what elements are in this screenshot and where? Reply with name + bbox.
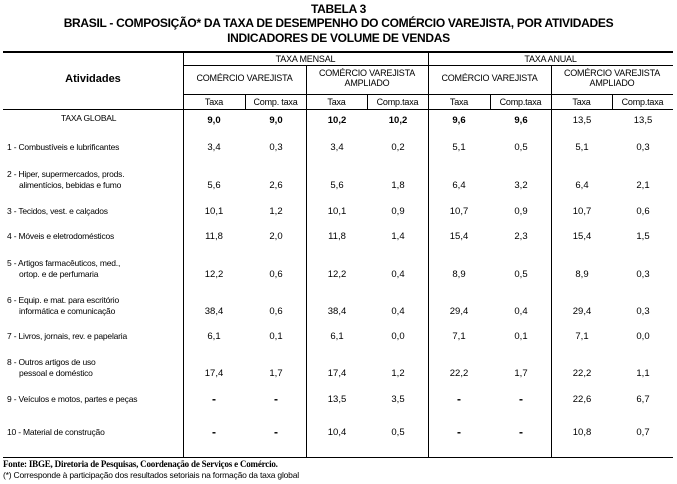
table-cell: 38,4 xyxy=(204,306,224,317)
table-cell: - xyxy=(519,392,523,406)
table-cell: 2,3 xyxy=(514,231,528,242)
table-cell: 3,4 xyxy=(207,142,221,153)
table-cell: 0,6 xyxy=(636,206,650,217)
table-cell: 1,2 xyxy=(269,206,283,217)
table-cell: 22,2 xyxy=(572,368,592,379)
monthly-rate-header: TAXA MENSAL xyxy=(275,54,336,64)
table-cell: 6,7 xyxy=(636,394,650,405)
footnote: (*) Corresponde à participação dos resultados setoriais na formação da taxa global xyxy=(3,470,299,480)
subheader-comp-rate: Comp. taxa xyxy=(253,97,298,107)
table-cell: 0,3 xyxy=(636,142,650,153)
table-cell: 0,7 xyxy=(636,427,650,438)
table-cell: 1,7 xyxy=(514,368,528,379)
table-cell: 0,1 xyxy=(269,331,283,342)
table-cell: 10,1 xyxy=(204,206,224,217)
table-cell: 0,6 xyxy=(269,306,283,317)
table-cell: 15,4 xyxy=(449,231,469,242)
subheader-rate: Taxa xyxy=(204,97,224,107)
table-cell: 17,4 xyxy=(204,368,224,379)
table-cell: 0,3 xyxy=(636,269,650,280)
table-cell: 29,4 xyxy=(572,306,592,317)
table-cell: - xyxy=(212,392,216,406)
table-cell: 38,4 xyxy=(327,306,347,317)
header-bottom-border xyxy=(3,109,673,110)
extended-retail-line1: COMÉRCIO VAREJISTA xyxy=(318,68,416,78)
table-cell: 1,5 xyxy=(636,231,650,242)
table-cell: 0,5 xyxy=(514,269,528,280)
table-cell: 8,9 xyxy=(575,269,589,280)
table-cell: - xyxy=(457,392,461,406)
row-label-continuation: alimentícios, bebidas e fumo xyxy=(19,180,122,190)
row-label: 4 - Móveis e eletrodomésticos xyxy=(7,231,115,241)
table-cell: 0,9 xyxy=(391,206,405,217)
table-cell: 7,1 xyxy=(575,331,589,342)
table-cell: 2,1 xyxy=(636,180,650,191)
annual-rate-header: TAXA ANUAL xyxy=(524,54,577,64)
table-cell: 10,7 xyxy=(572,206,592,217)
table-cell: 10,7 xyxy=(449,206,469,217)
table-bottom-border xyxy=(3,457,673,458)
table-cell: - xyxy=(274,425,278,439)
row-label: TAXA GLOBAL xyxy=(61,113,117,123)
table-cell: - xyxy=(274,392,278,406)
table-cell: 15,4 xyxy=(572,231,592,242)
table-cell: 8,9 xyxy=(452,269,466,280)
extended-retail-line2: AMPLIADO xyxy=(589,78,635,88)
table-cell: 9,0 xyxy=(269,115,283,126)
table-cell: 3,5 xyxy=(391,394,405,405)
table-number: TABELA 3 xyxy=(311,2,366,16)
table-cell: 9,6 xyxy=(514,115,528,126)
subheader-comp-rate: Comp.taxa xyxy=(621,97,664,107)
table-cell: 13,5 xyxy=(633,115,653,126)
table-cell: 2,0 xyxy=(269,231,283,242)
subheader-rate: Taxa xyxy=(327,97,346,107)
table-cell: 11,8 xyxy=(328,231,346,242)
table-cell: 1,7 xyxy=(269,368,283,379)
table-cell: 0,0 xyxy=(391,331,405,342)
row-label: 8 - Outros artigos de uso xyxy=(7,357,96,367)
table-cell: - xyxy=(519,425,523,439)
table-cell: 22,2 xyxy=(449,368,469,379)
table-cell: 0,3 xyxy=(636,306,650,317)
row-label: 10 - Material de construção xyxy=(7,427,105,437)
table-cell: 0,1 xyxy=(514,331,528,342)
row-label: 5 - Artigos farmacêuticos, med., xyxy=(7,258,121,268)
table-cell: 13,5 xyxy=(327,394,347,405)
data-table xyxy=(3,51,673,459)
table-cell: 13,5 xyxy=(572,115,592,126)
table-top-border xyxy=(3,51,673,53)
table-cell: 10,2 xyxy=(388,115,408,126)
table-cell: 0,4 xyxy=(514,306,528,317)
subheader-comp-rate: Comp.taxa xyxy=(499,97,542,107)
table-cell: - xyxy=(212,425,216,439)
table-cell: 6,1 xyxy=(207,331,221,342)
retail-header-monthly: COMÉRCIO VAREJISTA xyxy=(196,73,293,83)
subheader-rate: Taxa xyxy=(572,97,591,107)
extended-retail-line1: COMÉRCIO VAREJISTA xyxy=(563,68,661,78)
table-cell: 1,2 xyxy=(391,368,405,379)
row-label: 7 - Livros, jornais, rev. e papelaria xyxy=(7,331,128,341)
table-cell: 7,1 xyxy=(452,331,466,342)
extended-retail-header-annual xyxy=(551,68,673,88)
table-cell: 6,1 xyxy=(330,331,344,342)
row-label: 2 - Hiper, supermercados, prods. xyxy=(7,169,125,179)
table-cell: 12,2 xyxy=(327,269,347,280)
table-cell: 12,2 xyxy=(204,269,224,280)
table-title: BRASIL - COMPOSIÇÃO* DA TAXA DE DESEMPENHO DO COMÉRCIO VAREJISTA, POR ATIVIDADES xyxy=(63,16,614,30)
row-label-continuation: informática e comunicação xyxy=(19,306,116,316)
table-cell: 10,2 xyxy=(327,115,347,126)
table-cell: 3,2 xyxy=(514,180,528,191)
row-label: 3 - Tecidos, vest. e calçados xyxy=(7,206,108,216)
subheader-comp-rate: Comp.taxa xyxy=(376,97,419,107)
table-cell: 10,1 xyxy=(327,206,347,217)
retail-header-annual: COMÉRCIO VAREJISTA xyxy=(441,73,538,83)
table-subtitle: INDICADORES DE VOLUME DE VENDAS xyxy=(227,31,450,45)
table-cell: 0,5 xyxy=(514,142,528,153)
table-cell: 3,4 xyxy=(330,142,344,153)
table-cell: 17,4 xyxy=(327,368,347,379)
extended-retail-line2: AMPLIADO xyxy=(344,78,390,88)
row-label-continuation: pessoal e doméstico xyxy=(19,368,93,378)
table-cell: 0,4 xyxy=(391,306,405,317)
table-cell: 1,1 xyxy=(636,368,650,379)
row-label: 1 - Combustíveis e lubrificantes xyxy=(7,142,120,152)
table-cell: 0,4 xyxy=(391,269,405,280)
table-cell: 9,6 xyxy=(452,115,466,126)
table-cell: 0,0 xyxy=(636,331,650,342)
table-cell: 6,4 xyxy=(452,180,466,191)
table-cell: 11,8 xyxy=(205,231,223,242)
row-label: 9 - Veículos e motos, partes e peças xyxy=(7,394,138,404)
table-cell: 10,4 xyxy=(327,427,347,438)
table-cell: 5,1 xyxy=(575,142,589,153)
activities-column-header: Atividades xyxy=(65,73,121,85)
row-label-continuation: ortop. e de perfumaria xyxy=(19,269,99,279)
table-cell: 9,0 xyxy=(207,115,221,126)
table-cell: 0,3 xyxy=(269,142,283,153)
table-cell: 0,6 xyxy=(269,269,283,280)
table-cell: 1,4 xyxy=(391,231,405,242)
source-note: Fonte: IBGE, Diretoria de Pesquisas, Coordenação de Serviços e Comércio. xyxy=(3,459,278,469)
table-cell: 22,6 xyxy=(572,394,592,405)
table-cell: 5,6 xyxy=(330,180,344,191)
table-cell: 2,6 xyxy=(269,180,283,191)
subheader-rate: Taxa xyxy=(449,97,469,107)
table-cell: 1,8 xyxy=(391,180,405,191)
table-cell: - xyxy=(457,425,461,439)
table-cell: 0,9 xyxy=(514,206,528,217)
extended-retail-header-monthly xyxy=(306,68,428,88)
table-cell: 6,4 xyxy=(575,180,589,191)
table-cell: 29,4 xyxy=(449,306,469,317)
table-cell: 0,2 xyxy=(391,142,405,153)
table-cell: 10,8 xyxy=(572,427,592,438)
table-cell: 5,1 xyxy=(452,142,466,153)
row-label: 6 - Equip. e mat. para escritório xyxy=(7,295,119,305)
table-cell: 5,6 xyxy=(207,180,221,191)
table-cell: 0,5 xyxy=(391,427,405,438)
